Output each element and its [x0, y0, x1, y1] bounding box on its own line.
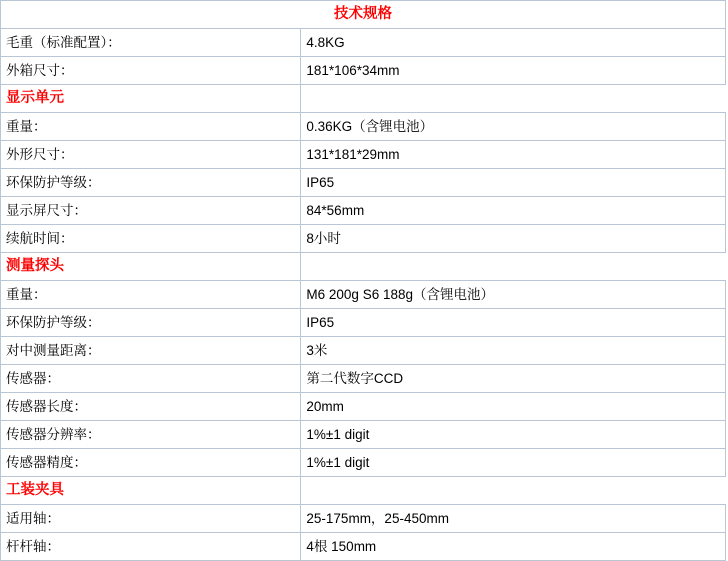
spec-label: 重量：: [1, 113, 301, 141]
table-row: [1, 505, 726, 533]
table-row: [1, 225, 726, 253]
spec-value: 20mm: [301, 393, 726, 421]
spec-value: 8小时: [301, 225, 726, 253]
spec-value: 84*56mm: [301, 197, 726, 225]
spec-label: 环保防护等级：: [1, 169, 301, 197]
spec-value: 181*106*34mm: [301, 57, 726, 85]
spec-label: 传感器精度：: [1, 449, 301, 477]
spec-label: 环保防护等级：: [1, 309, 301, 337]
spec-label: 显示屏尺寸：: [1, 197, 301, 225]
section-header-blank: [301, 85, 726, 113]
spec-label: 传感器分辨率：: [1, 421, 301, 449]
spec-label: 传感器：: [1, 365, 301, 393]
table-row: [1, 309, 726, 337]
spec-value: 1%±1 digit: [301, 449, 726, 477]
section-header-row: [1, 85, 726, 113]
spec-label: 适用轴：: [1, 505, 301, 533]
spec-label: 重量：: [1, 281, 301, 309]
spec-label: 传感器长度：: [1, 393, 301, 421]
section-header-label: 测量探头: [1, 253, 301, 281]
table-row: [1, 113, 726, 141]
page-title: 技术规格: [1, 1, 726, 29]
table-row: [1, 281, 726, 309]
section-header-row: [1, 253, 726, 281]
spec-value: 3米: [301, 337, 726, 365]
table-row: [1, 449, 726, 477]
table-row: [1, 57, 726, 85]
table-row: [1, 533, 726, 561]
spec-value: 25-175mm，25-450mm: [301, 505, 726, 533]
spec-label: 杆杆轴：: [1, 533, 301, 561]
spec-label: 续航时间：: [1, 225, 301, 253]
spec-value: IP65: [301, 309, 726, 337]
section-header-label: 工装夹具: [1, 477, 301, 505]
section-header-label: 显示单元: [1, 85, 301, 113]
table-row: [1, 337, 726, 365]
table-row: [1, 29, 726, 57]
spec-value: 1%±1 digit: [301, 421, 726, 449]
spec-value: 4.8KG: [301, 29, 726, 57]
spec-label: 外形尺寸：: [1, 141, 301, 169]
section-header-row: [1, 477, 726, 505]
spec-label: 外箱尺寸：: [1, 57, 301, 85]
spec-value: 131*181*29mm: [301, 141, 726, 169]
table-row: [1, 197, 726, 225]
spec-label: 毛重（标准配置）：: [1, 29, 301, 57]
table-row: [1, 141, 726, 169]
table-row: [1, 421, 726, 449]
table-row: [1, 393, 726, 421]
table-body: [1, 1, 726, 561]
spec-value: IP65: [301, 169, 726, 197]
section-header-blank: [301, 477, 726, 505]
table-row: [1, 365, 726, 393]
section-header-blank: [301, 253, 726, 281]
table-title-row: [1, 1, 726, 29]
table-row: [1, 169, 726, 197]
spec-value: 0.36KG（含锂电池）: [301, 113, 726, 141]
spec-value: 第二代数字CCD: [301, 365, 726, 393]
spec-value: 4根 150mm: [301, 533, 726, 561]
spec-value: M6 200g S6 188g（含锂电池）: [301, 281, 726, 309]
spec-label: 对中测量距离：: [1, 337, 301, 365]
